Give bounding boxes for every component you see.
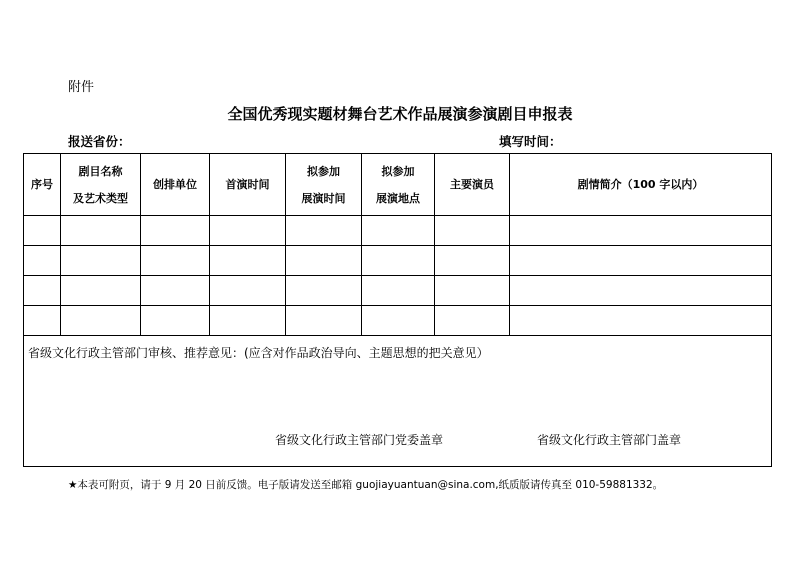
table-row: [24, 246, 772, 276]
table-cell[interactable]: [61, 246, 141, 276]
table-cell[interactable]: [510, 276, 772, 306]
party-seal-label: 省级文化行政主管部门党委盖章: [275, 433, 444, 447]
table-cell[interactable]: [362, 246, 435, 276]
table-cell[interactable]: [510, 246, 772, 276]
table-cell[interactable]: [362, 276, 435, 306]
table-cell[interactable]: [210, 216, 286, 246]
table-cell[interactable]: [435, 216, 510, 246]
table-cell[interactable]: [286, 306, 362, 336]
header-show-time: 拟参加 展演时间: [286, 154, 362, 216]
table-cell[interactable]: [510, 216, 772, 246]
header-program-name: 剧目名称 及艺术类型: [61, 154, 141, 216]
table-cell[interactable]: [61, 276, 141, 306]
table-cell[interactable]: [141, 246, 210, 276]
header-unit: 创排单位: [141, 154, 210, 216]
table-cell[interactable]: [141, 306, 210, 336]
header-venue: 拟参加 展演地点: [362, 154, 435, 216]
form-title: 全国优秀现实题材舞台艺术作品展演参演剧目申报表: [227, 105, 573, 123]
department-seal-label: 省级文化行政主管部门盖章: [537, 433, 682, 447]
table-cell[interactable]: [24, 276, 61, 306]
table-cell[interactable]: [61, 216, 141, 246]
table-cell[interactable]: [286, 216, 362, 246]
application-form-table: [23, 153, 772, 467]
table-row: [24, 276, 772, 306]
table-cell[interactable]: [510, 306, 772, 336]
header-seq: 序号: [24, 154, 61, 216]
table-cell[interactable]: [286, 246, 362, 276]
table-row: [24, 306, 772, 336]
province-label: 报送省份：: [68, 134, 131, 149]
table-cell[interactable]: [210, 246, 286, 276]
fill-time-label: 填写时间：: [499, 134, 562, 149]
attachment-label: 附件: [68, 80, 95, 95]
header-actors: 主要演员: [435, 154, 510, 216]
table-cell[interactable]: [286, 276, 362, 306]
opinion-cell[interactable]: [24, 336, 772, 467]
table-cell[interactable]: [435, 276, 510, 306]
opinion-row: [24, 336, 772, 467]
table-cell[interactable]: [362, 306, 435, 336]
header-premiere: 首演时间: [210, 154, 286, 216]
table-cell[interactable]: [61, 306, 141, 336]
table-cell[interactable]: [141, 276, 210, 306]
table-cell[interactable]: [210, 276, 286, 306]
table-cell[interactable]: [141, 216, 210, 246]
table-cell[interactable]: [24, 216, 61, 246]
header-row: [24, 154, 772, 216]
table-cell[interactable]: [362, 216, 435, 246]
table-cell[interactable]: [435, 246, 510, 276]
table-row: [24, 216, 772, 246]
table-cell[interactable]: [24, 306, 61, 336]
header-synopsis: 剧情简介（100 字以内）: [510, 154, 772, 216]
opinion-label: 省级文化行政主管部门审核、推荐意见：(应含对作品政治导向、主题思想的把关意见）: [28, 346, 489, 360]
table-cell[interactable]: [435, 306, 510, 336]
footnote: ★本表可附页，请于 9 月 20 日前反馈。电子版请发送至邮箱 guojiayuantuan@sina.com,纸质版请传真至 010-59881332。: [68, 479, 664, 491]
table-cell[interactable]: [210, 306, 286, 336]
table-cell[interactable]: [24, 246, 61, 276]
